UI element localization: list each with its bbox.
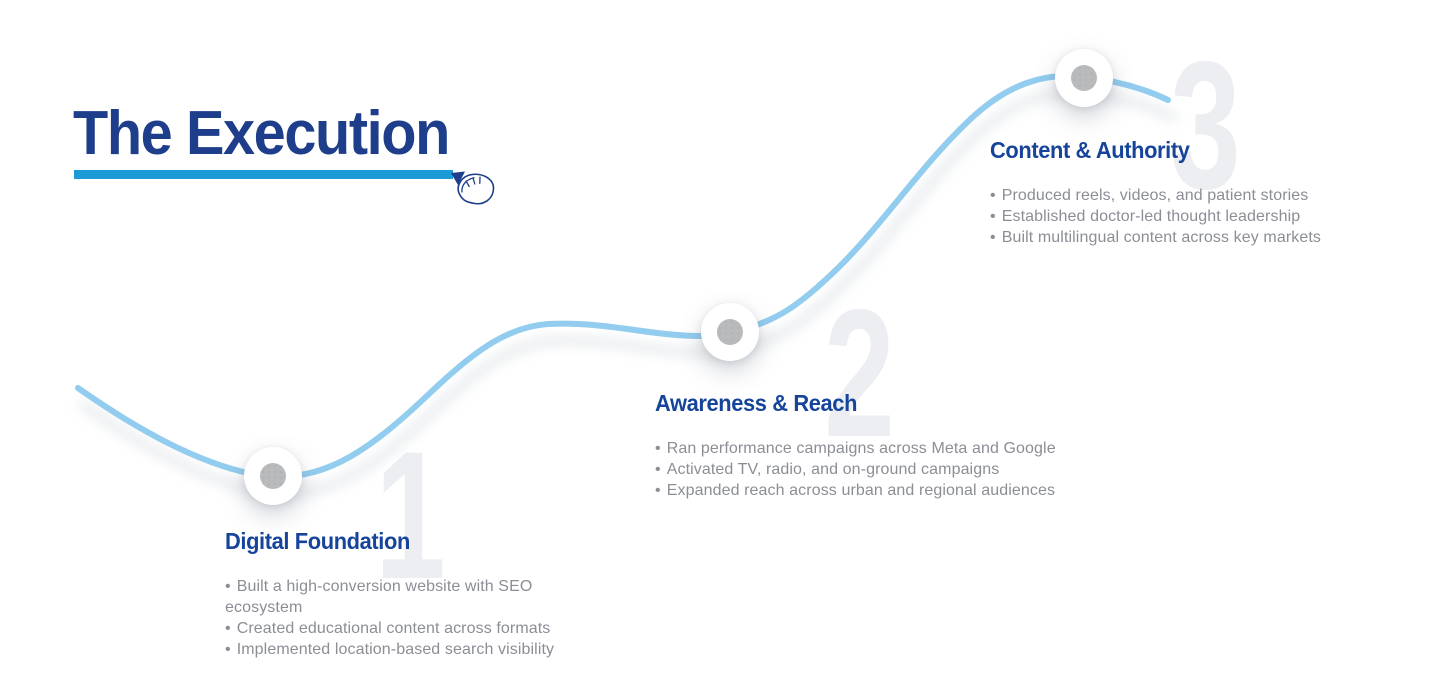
bullet-text: Activated TV, radio, and on-ground campaigns	[666, 461, 1000, 478]
stage-3-block	[990, 137, 1390, 248]
stage-1-block	[225, 528, 570, 660]
bullet-text: Implemented location-based search visibility	[236, 641, 555, 658]
bullet-text: Ran performance campaigns across Meta and Google	[666, 440, 1056, 457]
bullet-item	[225, 639, 570, 660]
bullet-dot: •	[655, 461, 661, 478]
bullet-dot: •	[655, 482, 661, 499]
bullet-text: Expanded reach across urban and regional audiences	[666, 482, 1056, 499]
page-title: The Execution	[73, 99, 449, 168]
bullet-text: Built multilingual content across key markets	[1001, 229, 1321, 246]
page-title-wrap	[73, 99, 477, 168]
bullet-item	[990, 185, 1390, 206]
ghost-number-3: 3	[1170, 23, 1241, 227]
bullet-text: Created educational content across formats	[236, 620, 551, 637]
bullet-item	[225, 576, 570, 618]
bullet-text: Produced reels, videos, and patient stories	[1001, 187, 1309, 204]
bullet-item	[225, 618, 570, 639]
stage-node-1	[244, 447, 302, 505]
bullet-dot: •	[990, 208, 996, 225]
stage-3-heading: Content & Authority	[990, 137, 1190, 163]
bullet-item	[655, 438, 1125, 459]
tooth-icon	[449, 170, 497, 208]
stage-node-3-dot	[1071, 65, 1097, 91]
title-underline	[74, 170, 453, 179]
bullet-text: Built a high-conversion website with SEO ecosystem	[225, 578, 533, 616]
stage-1-heading: Digital Foundation	[225, 528, 410, 554]
ghost-number-2: 2	[824, 271, 895, 475]
ghost-number-1: 1	[375, 413, 446, 617]
stage-3-bullets	[990, 185, 1390, 248]
bullet-dot: •	[990, 187, 996, 204]
bullet-item	[990, 206, 1390, 227]
stage-node-1-dot	[260, 463, 286, 489]
bullet-item	[655, 459, 1125, 480]
stage-node-2	[701, 303, 759, 361]
stage-2-block	[655, 390, 1125, 501]
stage-1-bullets	[225, 576, 570, 660]
stage-node-3	[1055, 49, 1113, 107]
stage-node-2-dot	[717, 319, 743, 345]
bullet-dot: •	[990, 229, 996, 246]
bullet-dot: •	[655, 440, 661, 457]
stage-2-heading: Awareness & Reach	[655, 390, 858, 416]
bullet-text: Established doctor-led thought leadership	[1001, 208, 1301, 225]
bullet-item	[990, 227, 1390, 248]
bullet-dot: •	[225, 641, 231, 658]
bullet-item	[655, 480, 1125, 501]
bullet-dot: •	[225, 620, 231, 637]
bullet-dot: •	[225, 578, 231, 595]
stage-2-bullets	[655, 438, 1125, 501]
